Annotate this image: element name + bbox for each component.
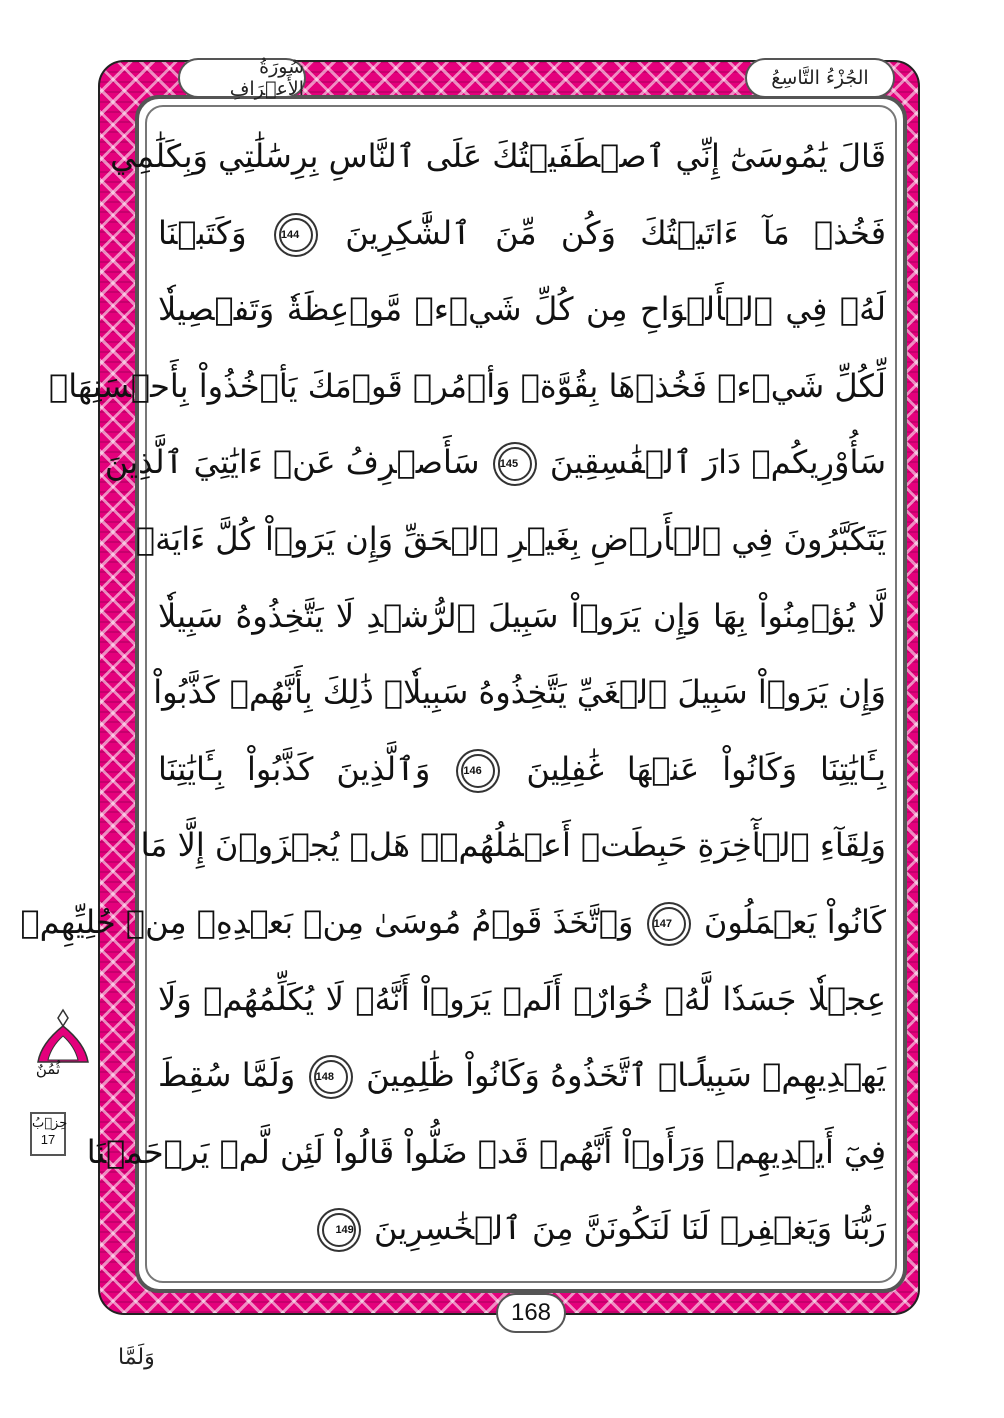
ayah-number-marker: 145 xyxy=(498,447,532,481)
text-line: لَهُۥ فِي ٱلۡأَلۡوَاحِ مِن كُلِّ شَيۡءٖ مَّوۡعِظَةٗ وَتَفۡصِيلٗا xyxy=(158,290,886,329)
ayah-number-marker: 147 xyxy=(652,907,686,941)
text-line: وَلِقَآءِ ٱلۡأٓخِرَةِ حَبِطَتۡ أَعۡمَٰلُهُمۡۚ هَلۡ يُجۡزَوۡنَ إِلَّا مَا xyxy=(140,826,886,865)
ayah-number-marker: 146 xyxy=(461,754,495,788)
text-line: عِجۡلٗا جَسَدٗا لَّهُۥ خُوَارٌۚ أَلَمۡ يَرَوۡاْ أَنَّهُۥ لَا يُكَلِّمُهُمۡ وَلَا xyxy=(158,979,886,1018)
text-line: كَانُواْ يَعۡمَلُونَ 147 وَٱتَّخَذَ قَوۡمُ مُوسَىٰ مِنۢ بَعۡدِهِۦ مِنۡ حُلِيِّهِمۡ xyxy=(20,902,886,941)
text-line: سَأُوْرِيكُمۡ دَارَ ٱلۡفَٰسِقِينَ 145 سَأَصۡرِفُ عَنۡ ءَايَٰتِيَ ٱلَّذِينَ xyxy=(104,443,886,482)
page-number: 168 xyxy=(496,1293,566,1333)
catchword: وَلَمَّا xyxy=(118,1345,155,1370)
text-line: فَخُذۡ مَآ ءَاتَيۡتُكَ وَكُن مِّنَ ٱلشَّٰكِرِينَ 144 وَكَتَبۡنَا xyxy=(158,213,887,252)
text-line: بِـَٔايَٰتِنَا وَكَانُواْ عَنۡهَا غَٰفِلِينَ 146 وَٱلَّذِينَ كَذَّبُواْ بِـَٔايَٰتِنَا xyxy=(158,749,887,788)
hizb-label: حِزۡبُ xyxy=(32,1116,68,1131)
text-line: يَهۡدِيهِمۡ سَبِيلًاۘ ٱتَّخَذُوهُ وَكَانُواْ ظَٰلِمِينَ 148 وَلَمَّا سُقِطَ xyxy=(158,1056,887,1095)
ayah-number-marker: 148 xyxy=(314,1060,348,1094)
text-line: يَتَكَبَّرُونَ فِي ٱلۡأَرۡضِ بِغَيۡرِ ٱلۡحَقِّ وَإِن يَرَوۡاْ كُلَّ ءَايَةٖ xyxy=(135,519,886,558)
hizb-box xyxy=(30,1112,66,1156)
text-line: وَإِن يَرَوۡاْ سَبِيلَ ٱلۡغَيِّ يَتَّخِذُوهُ سَبِيلٗاۚ ذَٰلِكَ بِأَنَّهُمۡ كَذَّبُواْ xyxy=(153,673,886,712)
juz-title: الجُزْءُ التَّاسِعُ xyxy=(745,58,895,98)
text-line: قَالَ يَٰمُوسَىٰٓ إِنِّي ٱصۡطَفَيۡتُكَ عَلَى ٱلنَّاسِ بِرِسَٰلَٰتِي وَبِكَلَٰمِي xyxy=(110,137,886,175)
hizb-number: 17 xyxy=(40,1132,56,1147)
ayah-number-marker: 149 xyxy=(322,1213,356,1247)
text-line: لِّكُلِّ شَيۡءٖ فَخُذۡهَا بِقُوَّةٖ وَأۡمُرۡ قَوۡمَكَ يَأۡخُذُواْ بِأَحۡسَنِهَاۚ xyxy=(49,366,886,405)
surah-title: سُورَةُ الأَعۡرَافِ xyxy=(178,58,306,98)
rub-label: ثُمُنٌ xyxy=(35,1060,61,1078)
text-line: رَبُّنَا وَيَغۡفِرۡ لَنَا لَنَكُونَنَّ مِنَ ٱلۡخَٰسِرِينَ 149 xyxy=(158,1190,886,1267)
text-line: فِيٓ أَيۡدِيهِمۡ وَرَأَوۡاْ أَنَّهُمۡ قَدۡ ضَلُّواْ قَالُواْ لَئِن لَّمۡ يَرۡحَمۡنَا xyxy=(86,1132,886,1171)
text-line: لَّا يُؤۡمِنُواْ بِهَا وَإِن يَرَوۡاْ سَبِيلَ ٱلرُّشۡدِ لَا يَتَّخِذُوهُ سَبِيلٗا xyxy=(158,596,886,635)
ayah-number-marker: 144 xyxy=(279,218,313,252)
